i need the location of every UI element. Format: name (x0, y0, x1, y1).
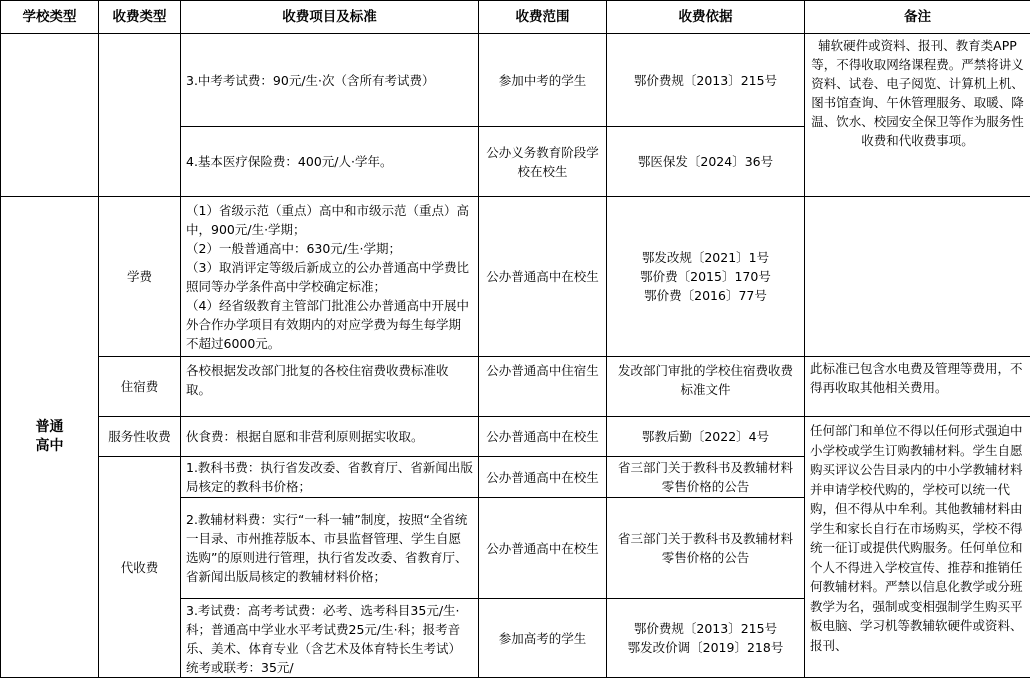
fee-scope-cell: 公办普通高中在校生 (479, 498, 607, 599)
basis-line: 鄂价费〔2015〕170号 (640, 269, 771, 284)
fee-type-cell: 代收费 (99, 457, 181, 678)
fee-scope-cell: 参加中考的学生 (479, 34, 607, 127)
fee-item-cell: 1.教科书费：执行省发改委、省教育厅、省新闻出版局核定的教科书价格； (181, 457, 479, 498)
school-type-cell-empty (1, 34, 99, 197)
fee-scope-cell: 公办普通高中住宿生 (479, 357, 607, 417)
fee-basis-cell: 鄂医保发〔2024〕36号 (607, 127, 805, 197)
remark-cell: 辅软硬件或资料、报刊、教育类APP等，不得收取网络课程费。严禁将讲义资料、试卷、电子阅览、计算机上机、图书馆查询、午休管理服务、取暖、降温、饮水、校园安全保卫等作为服务性收费和代收费事项。 (805, 34, 1030, 197)
fee-type-cell: 住宿费 (99, 357, 181, 417)
header-fee-item: 收费项目及标准 (181, 1, 479, 34)
table-row (1, 357, 1030, 417)
fee-basis-cell (607, 197, 805, 357)
basis-line: 鄂发改价调〔2019〕218号 (627, 640, 784, 655)
fee-scope-cell: 公办普通高中在校生 (479, 197, 607, 357)
header-fee-type: 收费类型 (99, 1, 181, 34)
remark-cell: 此标准已包含水电费及管理等费用，不得再收取其他相关费用。 (805, 357, 1030, 417)
fee-item-cell: 伙食费：根据自愿和非营利原则据实收取。 (181, 417, 479, 457)
fee-scope-cell: 公办普通高中在校生 (479, 417, 607, 457)
fee-item-cell: 3.考试费：高考考试费：必考、选考科目35元/生·科；普通高中学业水平考试费25元/生·科；报考音乐、美术、体育专业（含艺术及体育特长生考试）统考或联考：35元/ (181, 599, 479, 678)
basis-line: 鄂价费规〔2013〕215号 (633, 621, 778, 636)
table-row (1, 34, 1030, 127)
school-type-line: 高中 (35, 438, 64, 454)
fee-item-cell: 各校根据发改部门批复的各校住宿费收费标准收取。 (181, 357, 479, 417)
fee-type-cell: 学费 (99, 197, 181, 357)
fee-type-cell: 服务性收费 (99, 417, 181, 457)
header-school-type: 学校类型 (1, 1, 99, 34)
tuition-line: （2）一般普通高中：630元/生·学期； (186, 240, 401, 256)
fee-scope-cell: 参加高考的学生 (479, 599, 607, 678)
fee-item-cell: 4.基本医疗保险费：400元/人·学年。 (181, 127, 479, 197)
header-remark: 备注 (805, 1, 1030, 34)
fee-scope-cell: 公办义务教育阶段学校在校生 (479, 127, 607, 197)
header-row (1, 1, 1030, 34)
table-row (1, 197, 1030, 357)
tuition-line: （1）省级示范（重点）高中和市级示范（重点）高中，900元/生·学期； (186, 202, 469, 237)
header-fee-basis: 收费依据 (607, 1, 805, 34)
fee-item-cell: 2.教辅材料费：实行“一科一辅”制度，按照“全省统一目录、市州推荐版本、市县监督管理、学生自愿选购”的原则进行管理，执行省发改委、省教育厅、省新闻出版局核定的教辅材料价格； (181, 498, 479, 599)
fee-basis-cell: 鄂教后勤〔2022〕4号 (607, 417, 805, 457)
fee-type-cell-empty (99, 34, 181, 197)
school-type-line: 普通 (35, 419, 64, 435)
header-fee-scope: 收费范围 (479, 1, 607, 34)
table-row (1, 417, 1030, 457)
school-type-cell (1, 197, 99, 678)
basis-line: 鄂发改规〔2021〕1号 (641, 250, 770, 265)
fee-basis-cell: 省三部门关于教科书及教辅材料零售价格的公告 (607, 457, 805, 498)
fee-basis-cell (607, 599, 805, 678)
remark-cell: 任何部门和单位不得以任何形式强迫中小学校或学生订购教辅材料。学生自愿购买评议公告目录内的中小学教辅材料并申请学校代购的，学校可以统一代购，但不得从中牟利。其他教辅材料由学生和家长自行在市场购买，学校不得统一征订或提供代购服务。任何单位和个人不得进入学校宣传、推荐和推销任何教辅材料。严禁以信息化教学或分班教学为名，强制或变相强制学生购买平板电脑、学习机等教辅软硬件或资料、报刊、 (805, 417, 1030, 678)
tuition-line: （4）经省级教育主管部门批准公办普通高中开展中外合作办学项目有效期内的对应学费为每生每学期不超过6000元。 (186, 297, 469, 351)
fee-basis-cell: 省三部门关于教科书及教辅材料零售价格的公告 (607, 498, 805, 599)
fee-basis-cell: 鄂价费规〔2013〕215号 (607, 34, 805, 127)
basis-line: 鄂价费〔2016〕77号 (644, 288, 767, 303)
fee-item-cell: 3.中考考试费：90元/生·次（含所有考试费） (181, 34, 479, 127)
fee-basis-cell: 发改部门审批的学校住宿费收费标准文件 (607, 357, 805, 417)
remark-cell-empty (805, 197, 1030, 357)
fee-item-cell (181, 197, 479, 357)
fee-scope-cell: 公办普通高中在校生 (479, 457, 607, 498)
tuition-line: （3）取消评定等级后新成立的公办普通高中学费比照同等办学条件高中学校确定标准； (186, 259, 469, 294)
